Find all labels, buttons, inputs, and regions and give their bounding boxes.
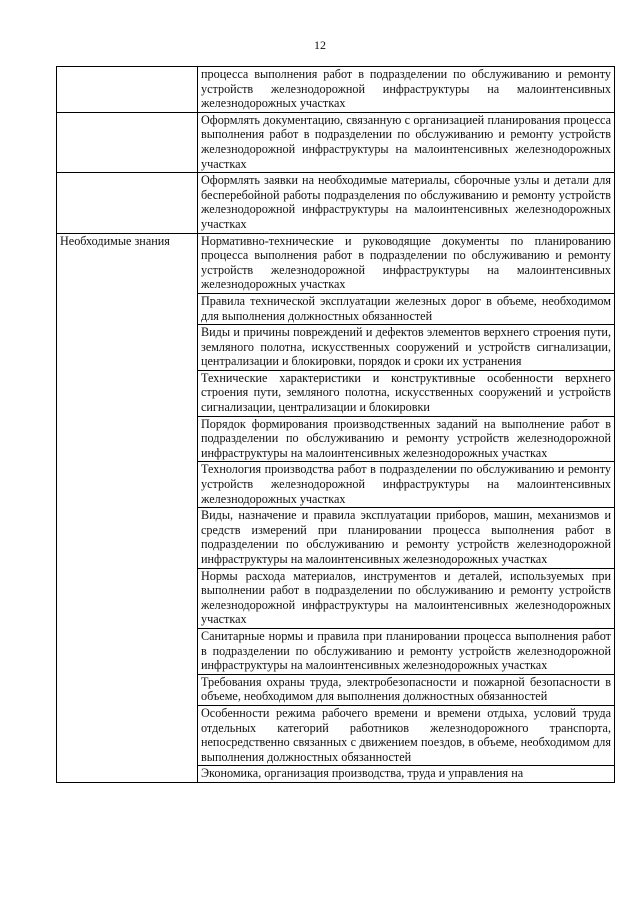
knowledge-cell: Технология производства работ в подразделении по обслуживанию и ремонту устройств железнодорожной инфраструктуры на малоинтенсивных железнодорожных участках <box>198 462 615 508</box>
skill-cell: Оформлять документацию, связанную с организацией планирования процесса выполнения работ в подразделении по обслуживанию и ремонту устройств железнодорожной инфраструктуры на малоинтенсивных железнодорожных участках <box>198 112 615 172</box>
label-cell-empty <box>57 112 198 172</box>
knowledge-cell: Правила технической эксплуатации железных дорог в объеме, необходимом для выполнения должностных обязанностей <box>198 293 615 324</box>
requirements-table <box>56 66 615 783</box>
knowledge-cell: Экономика, организация производства, труда и управления на <box>198 766 615 783</box>
table-row <box>57 233 615 293</box>
knowledge-cell: Нормы расхода материалов, инструментов и деталей, используемых при выполнении работ в подразделении по обслуживанию и ремонту устройств железнодорожной инфраструктуры на малоинтенсивных железнодорожных участках <box>198 568 615 628</box>
label-cell-empty <box>57 173 198 233</box>
knowledge-cell: Санитарные нормы и правила при планировании процесса выполнения работ в подразделении по обслуживанию и ремонту устройств железнодорожной инфраструктуры на малоинтенсивных железнодорожных участках <box>198 628 615 674</box>
knowledge-cell: Требования охраны труда, электробезопасности и пожарной безопасности в объеме, необходимом для выполнения должностных обязанностей <box>198 674 615 705</box>
knowledge-cell: Виды и причины повреждений и дефектов элементов верхнего строения пути, земляного полотна, искусственных сооружений и устройств сигнализации, централизации и блокировки, порядок и сроки их устранения <box>198 325 615 371</box>
table-row <box>57 173 615 233</box>
knowledge-cell: Нормативно-технические и руководящие документы по планированию процесса выполнения работ в подразделении по обслуживанию и ремонту устройств железнодорожной инфраструктуры на малоинтенсивных железнодорожных участках <box>198 233 615 293</box>
table-row <box>57 67 615 113</box>
skill-cell: Оформлять заявки на необходимые материалы, сборочные узлы и детали для бесперебойной работы подразделения по обслуживанию и ремонту устройств железнодорожной инфраструктуры на малоинтенсивных железнодорожных участках <box>198 173 615 233</box>
knowledge-cell: Виды, назначение и правила эксплуатации приборов, машин, механизмов и средств измерений при планировании процесса выполнения работ в подразделении по обслуживанию и ремонту устройств железнодорожной инфраструктуры на малоинтенсивных железнодорожных участках <box>198 508 615 568</box>
skill-cell: процесса выполнения работ в подразделении по обслуживанию и ремонту устройств железнодорожной инфраструктуры на малоинтенсивных железнодорожных участках <box>198 67 615 113</box>
page-number: 12 <box>314 38 326 52</box>
knowledge-cell: Порядок формирования производственных заданий на выполнение работ в подразделении по обслуживанию и ремонту устройств железнодорожной инфраструктуры на малоинтенсивных железнодорожных участках <box>198 416 615 462</box>
table-row <box>57 112 615 172</box>
knowledge-cell: Особенности режима рабочего времени и времени отдыха, условий труда отдельных категорий работников железнодорожного транспорта, непосредственно связанных с движением поездов, в объеме, необходимом для выполнения должностных обязанностей <box>198 705 615 765</box>
knowledge-cell: Технические характеристики и конструктивные особенности верхнего строения пути, земляного полотна, искусственных сооружений и устройств сигнализации, централизации и блокировки <box>198 370 615 416</box>
section-label-knowledge: Необходимые знания <box>57 233 198 782</box>
label-cell-empty <box>57 67 198 113</box>
